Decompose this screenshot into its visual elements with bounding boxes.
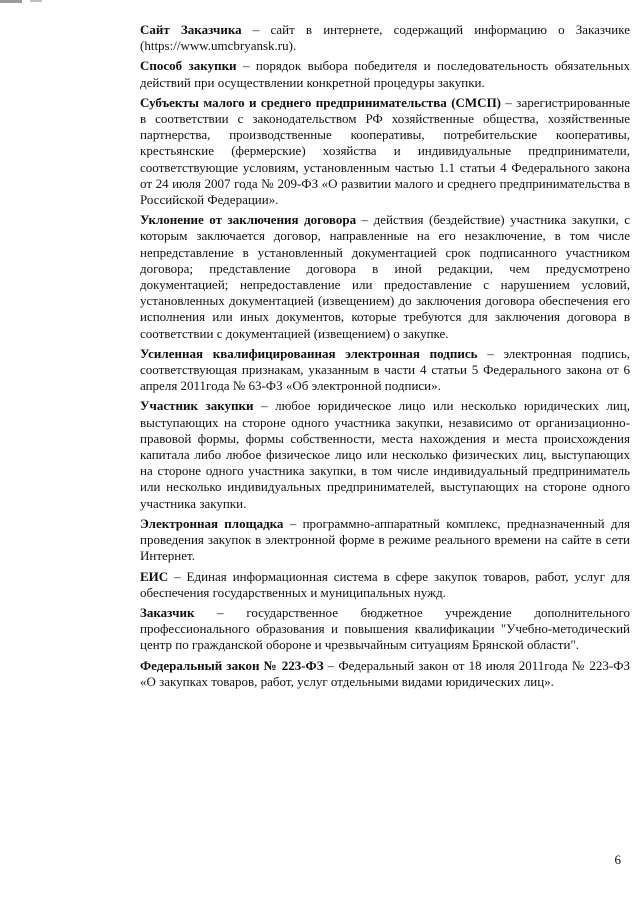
definition-text: – зарегистрированные в соответствии с законодательством РФ хозяйственные общества, хозяйственные партнерства, производственные кооперативы, потребительские кооперативы, крестьянские (фермерские) хозяйства и индивидуальные предприниматели, соответствующие условиям, установленным частью 1.1 статьи 4 Федерального закона от 24 июля 2007 года № 209-ФЗ «О развитии малого и среднего предпринимательства в Российской Федерации». (140, 94, 630, 208)
definition-text: – Федеральный закон от 18 июля 2011года № 223-ФЗ «О закупках товаров, работ, услуг отдельными видами юридических лиц». (140, 657, 630, 689)
definition-item (140, 605, 630, 654)
definition-text: – порядок выбора победителя и последовательность обязательных действий при осуществлении конкретной процедуры закупки. (140, 58, 630, 90)
definition-item (140, 658, 630, 690)
definition-item (140, 58, 630, 90)
definition-term: Заказчик (140, 604, 195, 620)
scan-artifact (30, 0, 42, 2)
definition-text: – любое юридическое лицо или несколько юридических лиц, выступающих на стороне одного участника закупки, независимо от организационно-правовой формы, формы собственности, места нахождения и места происхождения капитала либо любое физическое лицо или несколько физических лиц, выступающих на стороне одного участника закупки, в том числе индивидуальный предприниматель или несколько индивидуальных предпринимателей, выступающих на стороне одного участника закупки. (140, 398, 630, 511)
document-page (140, 22, 630, 694)
definition-term: ЕИС (140, 568, 169, 584)
definition-text: – сайт в интернете, содержащий информацию о Заказчике (https://www.umcbryansk.ru). (140, 22, 631, 54)
definition-term: Способ закупки (140, 58, 237, 74)
definition-term: Сайт Заказчика (140, 22, 242, 37)
definition-item (140, 95, 630, 208)
definition-item (140, 22, 630, 54)
definition-text: – электронная подпись, соответствующая признакам, указанным в части 4 статьи 5 Федерального закона от 6 апреля 2011года № 63-ФЗ «Об электронной подписи». (140, 345, 630, 394)
definition-text: – государственное бюджетное учреждение дополнительного профессионального образования и повышения квалификации "Учебно-методический центр по гражданской обороне и чрезвычайным ситуациям Брянской области". (140, 604, 630, 653)
definition-item (140, 398, 630, 511)
definition-item (140, 569, 630, 601)
definition-term: Субъекты малого и среднего предпринимательства (СМСП) (140, 94, 502, 110)
definition-item (140, 212, 630, 342)
definition-term: Участник закупки (140, 398, 254, 414)
definition-text: – Единая информационная система в сфере закупок товаров, работ, услуг для обеспечения государственных и муниципальных нужд. (140, 568, 630, 600)
definition-item (140, 516, 630, 565)
definition-term: Усиленная квалифицированная электронная подпись (140, 345, 478, 361)
page-number: 6 (614, 852, 621, 867)
definition-term: Уклонение от заключения договора (140, 212, 357, 228)
definition-text: – программно-аппаратный комплекс, предназначенный для проведения закупок в электронной форме в режиме реального времени на сайте в сети Интернет. (140, 515, 630, 564)
scan-artifact (0, 0, 22, 3)
definition-item (140, 346, 630, 395)
definition-text: – действия (бездействие) участника закупки, с которым заключается договор, направленные на его незаключение, в том числе непредставление в установленный документацией срок подписанного участником договора; представление договора в иной редакции, чем предусмотрено документацией; непредоставление или предоставление с нарушением условий, установленных документацией (извещением) до заключения договора обеспечения его исполнения или иных документов, которые требуются для заключения договора в соответствии с документацией (извещением) о закупке. (140, 212, 630, 341)
definition-term: Электронная площадка (140, 515, 284, 531)
definition-term: Федеральный закон № 223-ФЗ (140, 657, 324, 673)
